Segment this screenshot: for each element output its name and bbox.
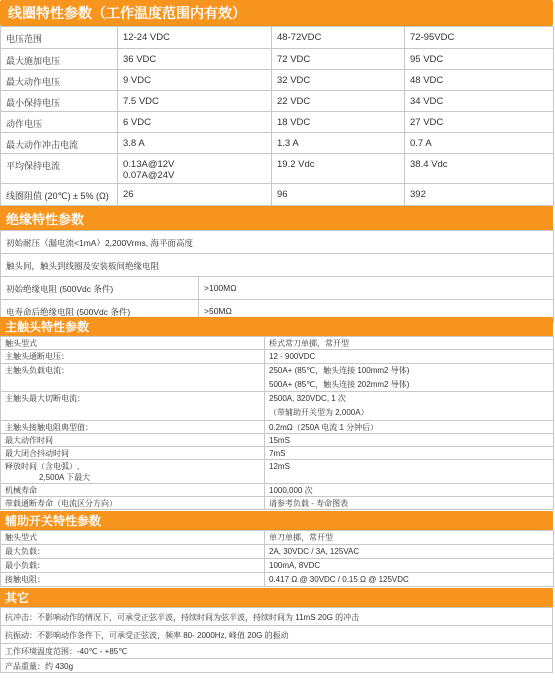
cell-value: [118, 154, 272, 184]
table-row: [1, 484, 554, 497]
coil-table: [0, 26, 554, 206]
insulation-section-header: 绝缘特性参数: [0, 206, 553, 230]
cell-value: 1.3 A: [272, 133, 405, 154]
cell-value: 392: [405, 184, 554, 206]
cell-value: [265, 392, 554, 421]
cell-value: 96: [272, 184, 405, 206]
cell-value: 0.2mΩ（250A 电流 1 分钟后）: [265, 421, 554, 434]
table-row: [1, 545, 554, 559]
cell-value: 27 VDC: [405, 112, 554, 133]
cell-value: 26: [118, 184, 272, 206]
row-label: 初始绝缘电阻 (500Vdc 条件): [1, 277, 199, 300]
cell-value: 95 VDC: [405, 49, 554, 70]
other-table: [0, 607, 553, 673]
other-section: [0, 588, 553, 673]
table-row: [1, 91, 554, 112]
cell-value: 3.8 A: [118, 133, 272, 154]
table-row: [1, 447, 554, 460]
table-row: [1, 337, 554, 350]
cell-value: 18 VDC: [272, 112, 405, 133]
release-time-label-2: 2,500A 下最大: [39, 473, 91, 482]
cell-value: >50MΩ: [199, 300, 554, 323]
table-row: [1, 626, 553, 644]
cell-value: 2A, 30VDC / 3A, 125VAC: [265, 545, 554, 559]
cell-value: 12mS: [265, 460, 554, 484]
table-row: [1, 421, 554, 434]
cell-value: 34 VDC: [405, 91, 554, 112]
cell-value: 48 VDC: [405, 70, 554, 91]
table-row: [1, 184, 554, 206]
cell-value: 0.417 Ω @ 30VDC / 0.15 Ω @ 125VDC: [265, 573, 554, 587]
table-row: [1, 497, 554, 510]
table-row: [1, 254, 554, 277]
row-label: 最大动作电压: [1, 70, 118, 91]
table-row: [1, 350, 554, 364]
coil-section: [0, 0, 553, 206]
row-label: 最小保持电压: [1, 91, 118, 112]
cell-value: 15mS: [265, 434, 554, 447]
cell-value: 1000,000 次: [265, 484, 554, 497]
row-label: 主触头负载电流：: [1, 364, 265, 392]
row-label: 最大闭合抖动时间: [1, 447, 265, 460]
row-label: 最大施加电压: [1, 49, 118, 70]
cell-value: 7.5 VDC: [118, 91, 272, 112]
row-label: 电寿命后绝缘电阻 (500Vdc 条件): [1, 300, 199, 323]
table-row: [1, 644, 553, 659]
table-row: [1, 392, 554, 421]
cell-value: 0.7 A: [405, 133, 554, 154]
cell-value: 工作环境温度范围：-40℃ - +85℃: [1, 644, 553, 659]
table-row: [1, 434, 554, 447]
row-label: 最小负载：: [1, 559, 265, 573]
cell-value: 12 - 900VDC: [265, 350, 554, 364]
table-row: [1, 573, 554, 587]
cell-value: 6 VDC: [118, 112, 272, 133]
row-label: 动作电压: [1, 112, 118, 133]
cell-value: 9 VDC: [118, 70, 272, 91]
row-label: 电压范围: [1, 27, 118, 49]
main-contact-section: [0, 317, 553, 510]
row-label: 主触头通断电压：: [1, 350, 265, 364]
row-label: 触头型式: [1, 531, 265, 545]
table-row: [1, 608, 553, 626]
row-label: 最大负载：: [1, 545, 265, 559]
row-label: [1, 460, 265, 484]
load-current-100: 250A+ (85℃，触头连接 100mm2 导体): [269, 366, 410, 375]
cell-value: 72-95VDC: [405, 27, 554, 49]
row-label: 主触头接触电阻典型值：: [1, 421, 265, 434]
hold-current-24v: 0.07A@24V: [123, 170, 175, 181]
main-contact-section-header: 主触头特性参数: [0, 317, 553, 336]
insulation-table: [0, 230, 554, 323]
cell-value: 22 VDC: [272, 91, 405, 112]
max-break-current-aux: （带辅助开关型为 2,000A）: [269, 408, 369, 417]
aux-switch-table: [0, 530, 554, 587]
cell-value: 100mA, 8VDC: [265, 559, 554, 573]
release-time-label: 释放时间（含电弧）,: [5, 462, 80, 471]
cell-value: 抗振动：不影响动作条件下，可承受正弦波，频率 80- 2000Hz, 峰值 20G 的振动: [1, 626, 553, 644]
load-current-202: 500A+ (85℃，触头连接 202mm2 导体): [269, 380, 410, 389]
table-row: [1, 70, 554, 91]
cell-value: [265, 364, 554, 392]
cell-value: 单刀单掷，常开型: [265, 531, 554, 545]
row-label: 机械寿命: [1, 484, 265, 497]
cell-value: 7mS: [265, 447, 554, 460]
insulation-section: [0, 206, 553, 323]
main-contact-table: [0, 336, 554, 510]
cell-value: 19.2 Vdc: [272, 154, 405, 184]
cell-value: 触头间，触头到线圈及安装板间绝缘电阻: [1, 254, 554, 277]
row-label: 最大动作时间: [1, 434, 265, 447]
table-row: [1, 364, 554, 392]
cell-value: 38.4 Vdc: [405, 154, 554, 184]
table-row: [1, 154, 554, 184]
hold-current-12v: 0.13A@12V: [123, 159, 175, 170]
row-label: 平均保持电流: [1, 154, 118, 184]
table-row: [1, 531, 554, 545]
coil-section-header: 线圈特性参数（工作温度范围内有效）: [0, 0, 553, 26]
table-row: [1, 27, 554, 49]
cell-value: 抗冲击：不影响动作的情况下，可承受正弦半波，持续时间为弦半波，持续时间为 11mS 20G 的冲击: [1, 608, 553, 626]
table-row: [1, 133, 554, 154]
cell-value: 48-72VDC: [272, 27, 405, 49]
table-row: [1, 277, 554, 300]
row-label: 带载通断寿命（电流区分方向）: [1, 497, 265, 510]
cell-value: 请参考负载 - 寿命图表: [265, 497, 554, 510]
cell-value: >100MΩ: [199, 277, 554, 300]
table-row: [1, 460, 554, 484]
cell-value: 32 VDC: [272, 70, 405, 91]
table-row: [1, 559, 554, 573]
cell-value: 36 VDC: [118, 49, 272, 70]
cell-value: 桥式常刀单掷，常开型: [265, 337, 554, 350]
cell-value: 产品重量：约 430g: [1, 659, 553, 673]
table-row: [1, 49, 554, 70]
row-label: 主触头最大切断电流：: [1, 392, 265, 421]
cell-value: 初始耐压（漏电流<1mA）2,200Vrms, 海平面高度: [1, 231, 554, 254]
table-row: [1, 231, 554, 254]
aux-switch-section-header: 辅助开关特性参数: [0, 511, 553, 530]
aux-switch-section: [0, 511, 553, 587]
cell-value: 72 VDC: [272, 49, 405, 70]
row-label: 触头型式: [1, 337, 265, 350]
row-label: 线圈阻值 (20℃) ± 5% (Ω): [1, 184, 118, 206]
row-label: 接触电阻：: [1, 573, 265, 587]
max-break-current: 2500A, 320VDC, 1 次: [269, 394, 346, 403]
table-row: [1, 659, 553, 673]
row-label: 最大动作冲击电流: [1, 133, 118, 154]
other-section-header: 其它: [0, 588, 553, 607]
table-row: [1, 112, 554, 133]
cell-value: 12-24 VDC: [118, 27, 272, 49]
